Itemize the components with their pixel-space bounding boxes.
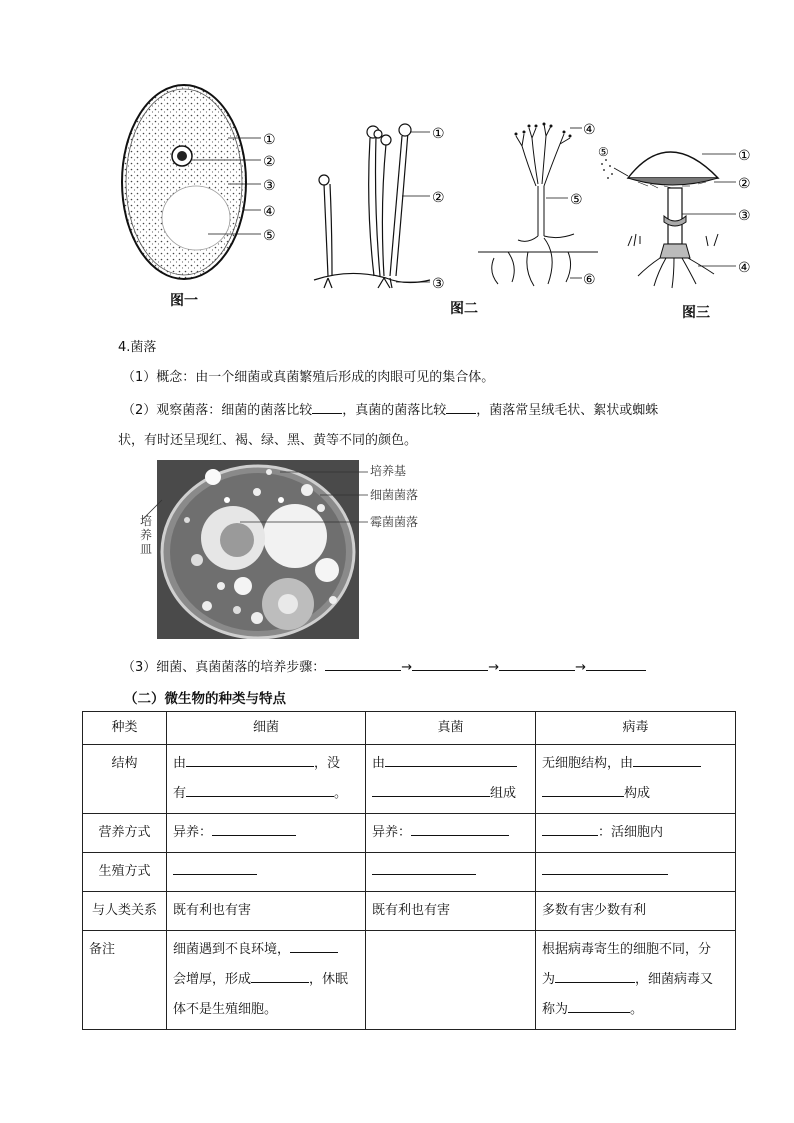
label-petri-dish-1: 培: [139, 514, 152, 528]
step-blank-2[interactable]: [412, 656, 488, 671]
text: ，没: [314, 756, 341, 771]
label-bacterial-colony: 细菌菌落: [370, 488, 419, 502]
blank[interactable]: [542, 860, 668, 875]
cell-bacteria-reproduction: [167, 853, 366, 892]
blank[interactable]: [542, 782, 624, 797]
cell-bacteria-structure: [167, 745, 366, 814]
fig1-label-2: ②: [263, 154, 276, 170]
steps-prefix: （3）细菌、真菌菌落的培养步骤：: [122, 660, 326, 675]
cell-fungi-relation: 既有利也有害: [366, 892, 536, 931]
row-label-structure: 结构: [83, 745, 167, 814]
figure-penicillium: [478, 116, 608, 292]
blank[interactable]: [372, 782, 490, 797]
cell-virus-nutrition: [536, 814, 736, 853]
blank[interactable]: [251, 968, 309, 983]
step-blank-4[interactable]: [586, 656, 646, 671]
observe-text-b: ，真菌的菌落比较: [342, 403, 447, 418]
mushroom-drawing: [598, 126, 758, 296]
observe-text-c: ，菌落常呈绒毛状、絮状或蜘蛛: [476, 403, 659, 418]
fig1-label-5: ⑤: [263, 228, 276, 244]
text: ，休眠: [309, 972, 349, 987]
text: 异养：: [173, 825, 213, 840]
row-label-reproduction: 生殖方式: [83, 853, 167, 892]
fig4-label-5: ⑤: [598, 145, 609, 159]
rhizopus-drawing: [310, 118, 460, 298]
figure-yeast-cell: [118, 60, 298, 300]
blank[interactable]: [372, 860, 476, 875]
blank[interactable]: [411, 821, 509, 836]
text: 称为: [542, 1002, 569, 1017]
fig3-label-5: ⑤: [570, 192, 583, 208]
text: ，细菌病毒又: [635, 972, 714, 987]
cell-fungi-notes: [366, 931, 536, 1030]
table-row-relation: [83, 892, 736, 931]
culture-steps-line: [122, 656, 646, 678]
fig3-caption: 图三: [682, 305, 710, 321]
figure-mushroom: [598, 126, 758, 296]
fig4-label-4: ④: [738, 260, 751, 276]
label-mold-colony: 霉菌菌落: [370, 515, 419, 529]
petri-dish-leader-lines: [140, 460, 370, 570]
text: 。: [334, 786, 348, 801]
row-label-nutrition: 营养方式: [83, 814, 167, 853]
fig1-caption: 图一: [170, 293, 198, 309]
figure-rhizopus: [310, 118, 460, 298]
label-culture-medium: 培养基: [370, 464, 407, 478]
colony-observe-line1: [122, 399, 658, 421]
cell-fungi-reproduction: [366, 853, 536, 892]
text: 有: [173, 786, 187, 801]
cell-bacteria-relation: 既有利也有害: [167, 892, 366, 931]
cell-bacteria-notes: [167, 931, 366, 1030]
step-arrow-3: →: [575, 660, 586, 675]
blank[interactable]: [186, 782, 334, 797]
cell-fungi-nutrition: [366, 814, 536, 853]
header-fungi: 真菌: [366, 712, 536, 745]
cell-virus-structure: [536, 745, 736, 814]
text: 由: [372, 756, 386, 771]
table-row-notes: [83, 931, 736, 1030]
fig4-label-2: ②: [738, 176, 751, 192]
fig3-label-4: ④: [583, 122, 596, 138]
colony-concept: （1）概念：由一个细菌或真菌繁殖后形成的肉眼可见的集合体。: [122, 370, 495, 385]
label-petri-dish-3: 皿: [139, 542, 152, 556]
table-header-row: [83, 712, 736, 745]
cell-fungi-structure: [366, 745, 536, 814]
blank[interactable]: [555, 968, 635, 983]
text: ：活细胞内: [598, 825, 664, 840]
fig1-label-4: ④: [263, 204, 276, 220]
fig4-label-1: ①: [738, 148, 751, 164]
observe-blank-bacteria[interactable]: [312, 399, 342, 414]
text: 异养：: [372, 825, 412, 840]
table-row-nutrition: [83, 814, 736, 853]
label-petri-dish: [139, 514, 153, 556]
colony-observe-line2: 状，有时还呈现红、褐、绿、黑、黄等不同的颜色。: [118, 433, 418, 448]
fig2-caption: 图二: [450, 301, 478, 317]
yeast-cell-drawing: [118, 60, 298, 300]
text: 构成: [624, 786, 651, 801]
step-arrow-1: →: [401, 660, 413, 675]
blank[interactable]: [186, 752, 314, 767]
blank[interactable]: [542, 821, 598, 836]
fig1-label-3: ③: [263, 178, 276, 194]
fig4-label-3: ③: [738, 208, 751, 224]
section2-title: （二）微生物的种类与特点: [124, 691, 286, 707]
fig2-label-2: ②: [432, 190, 445, 206]
header-virus: 病毒: [536, 712, 736, 745]
step-arrow-2: →: [488, 660, 500, 675]
text: 。: [630, 1002, 644, 1017]
text: 细菌遇到不良环境，: [173, 942, 291, 957]
fig2-label-3: ③: [432, 276, 445, 292]
text: 为: [542, 972, 556, 987]
row-label-notes: 备注: [83, 931, 167, 1030]
row-label-relation: 与人类关系: [83, 892, 167, 931]
blank[interactable]: [212, 821, 296, 836]
fig1-label-1: ①: [263, 132, 276, 148]
label-petri-dish-2: 养: [139, 528, 152, 542]
blank[interactable]: [173, 860, 257, 875]
text: 体不是生殖细胞。: [173, 1002, 278, 1017]
blank[interactable]: [633, 752, 701, 767]
fig3-label-6: ⑥: [583, 272, 596, 288]
fig2-label-1: ①: [432, 126, 445, 142]
text: 组成: [490, 786, 517, 801]
text: 根据病毒寄生的细胞不同，分: [542, 942, 712, 957]
table-row-reproduction: [83, 853, 736, 892]
header-type: 种类: [83, 712, 167, 745]
text: 会增厚，形成: [173, 972, 252, 987]
observe-blank-fungi[interactable]: [446, 399, 476, 414]
blank[interactable]: [568, 998, 630, 1013]
cell-bacteria-nutrition: [167, 814, 366, 853]
header-bacteria: 细菌: [167, 712, 366, 745]
penicillium-drawing: [478, 116, 608, 292]
cell-virus-reproduction: [536, 853, 736, 892]
colony-heading: 4.菌落: [118, 340, 157, 355]
step-blank-3[interactable]: [499, 656, 575, 671]
text: 由: [173, 756, 187, 771]
text: 无细胞结构，由: [542, 756, 634, 771]
microbe-table: [82, 711, 736, 1030]
blank[interactable]: [290, 938, 338, 953]
table-row-structure: [83, 745, 736, 814]
cell-virus-notes: [536, 931, 736, 1030]
step-blank-1[interactable]: [325, 656, 401, 671]
observe-text-a: （2）观察菌落：细菌的菌落比较: [122, 403, 313, 418]
cell-virus-relation: 多数有害少数有利: [536, 892, 736, 931]
blank[interactable]: [385, 752, 517, 767]
